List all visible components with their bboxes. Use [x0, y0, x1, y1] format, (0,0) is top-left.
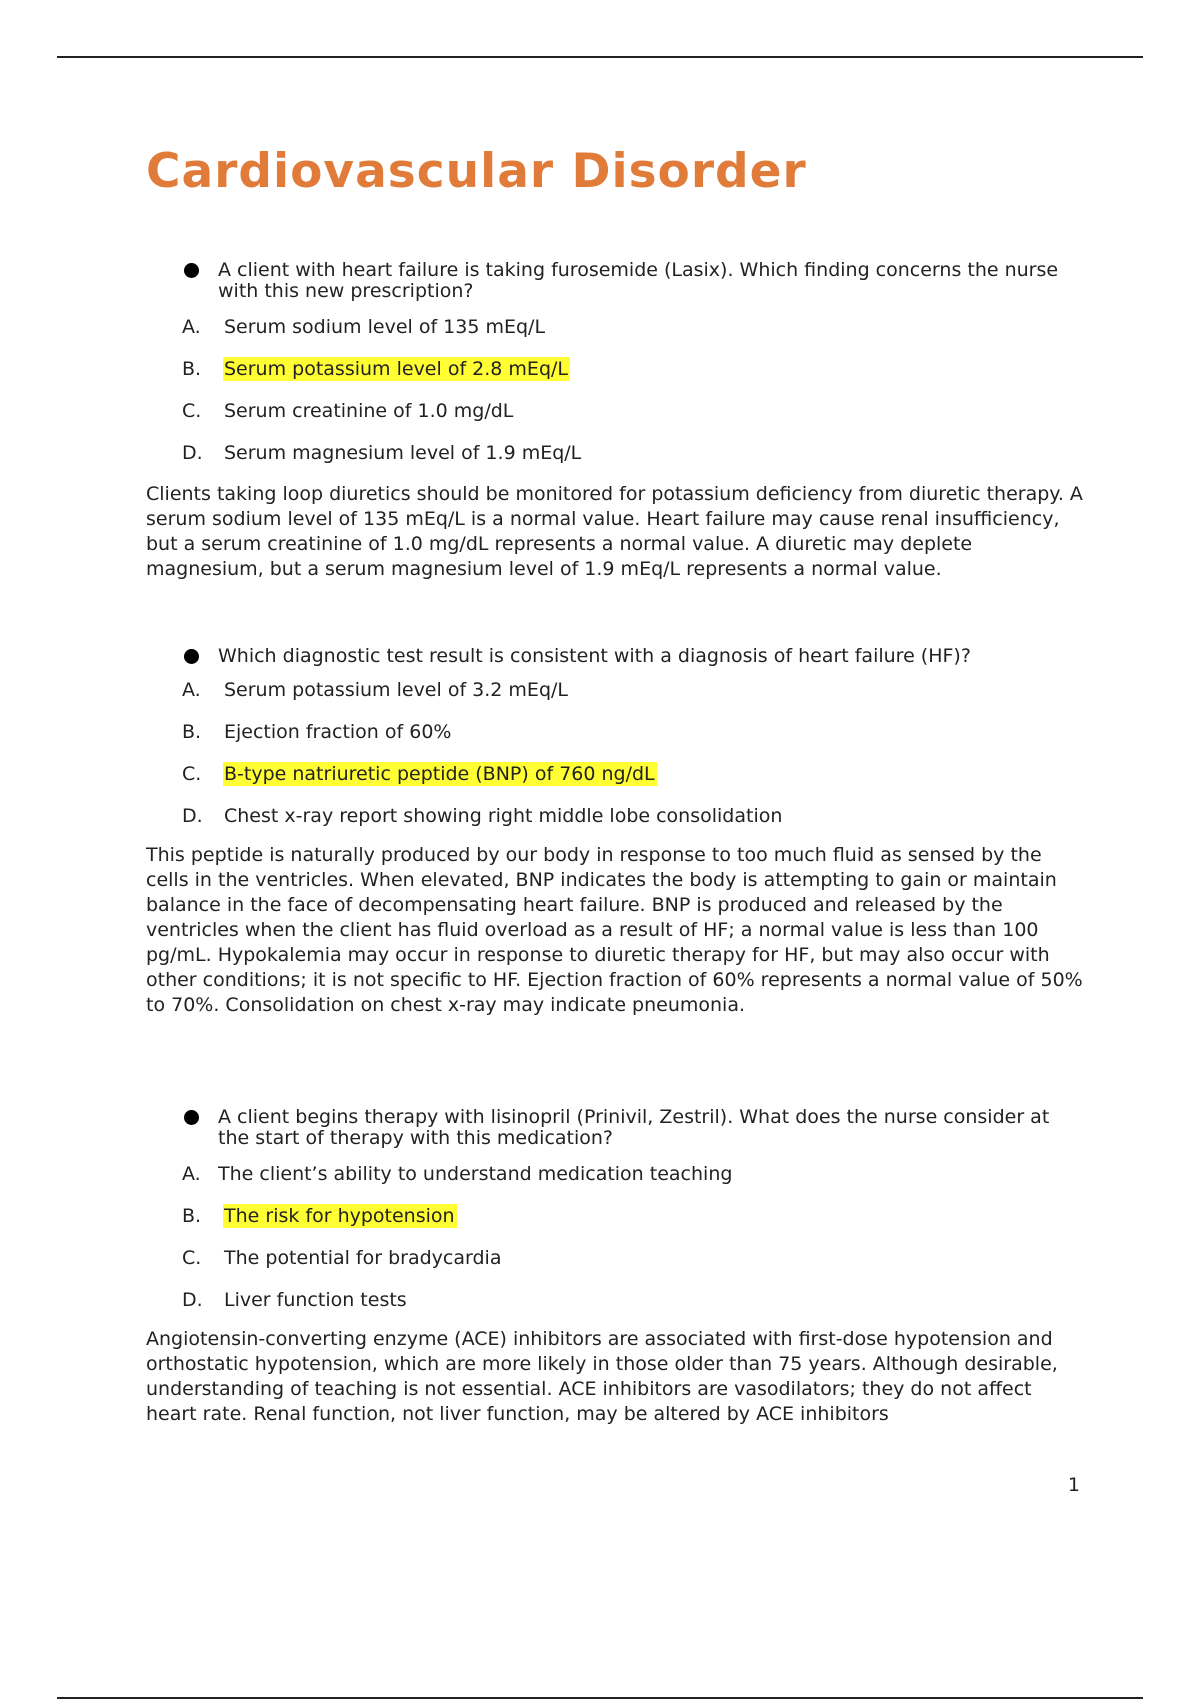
question-stem	[146, 260, 1086, 302]
option-letter: C.	[182, 1247, 202, 1269]
option-letter: C.	[182, 400, 202, 422]
answer-option-b	[146, 348, 1086, 390]
question-stem-text: A client with heart failure is taking furosemide (Lasix). Which finding concerns the nurse with this new prescription?	[218, 259, 1059, 302]
option-text: Serum magnesium level of 1.9 mEq/L	[224, 442, 582, 464]
bullet-icon	[184, 1110, 199, 1125]
option-letter: C.	[182, 763, 202, 785]
question-stem	[146, 646, 1086, 667]
answer-option-a	[146, 669, 1086, 711]
page-number: 1	[1067, 1474, 1080, 1496]
bullet-icon	[184, 263, 199, 278]
answer-option-c	[146, 753, 1086, 795]
option-letter: B.	[182, 1205, 202, 1227]
option-text: Serum potassium level of 3.2 mEq/L	[224, 679, 568, 701]
option-letter: B.	[182, 358, 202, 380]
option-letter: A.	[182, 316, 201, 338]
option-letter: A.	[182, 679, 201, 701]
answer-option-b	[146, 1195, 1086, 1237]
option-text: Chest x-ray report showing right middle lobe consolidation	[224, 805, 783, 827]
question-stem-text: Which diagnostic test result is consistent with a diagnosis of heart failure (HF)?	[218, 645, 971, 667]
answer-option-a	[146, 1153, 1086, 1195]
option-text: Liver function tests	[224, 1289, 407, 1311]
answer-option-d	[146, 1279, 1086, 1321]
option-letter: D.	[182, 805, 203, 827]
option-text: The potential for bradycardia	[224, 1247, 502, 1269]
answer-option-c	[146, 390, 1086, 432]
option-text-highlighted: B-type natriuretic peptide (BNP) of 760 ng/dL	[224, 763, 655, 785]
option-text: Serum sodium level of 135 mEq/L	[224, 316, 546, 338]
answer-rationale: Clients taking loop diuretics should be monitored for potassium deficiency from diuretic therapy. A serum sodium level of 135 mEq/L is a normal value. Heart failure may cause renal insufficiency, but a serum creatinine of 1.0 mg/dL represents a normal value. A diuretic may deplete magnesium, but a serum magnesium level of 1.9 mEq/L represents a normal value.	[146, 483, 1083, 580]
answer-option-a	[146, 306, 1086, 348]
question-3	[146, 1107, 1086, 1427]
answer-option-c	[146, 1237, 1086, 1279]
option-letter: B.	[182, 721, 202, 743]
answer-rationale: Angiotensin-converting enzyme (ACE) inhibitors are associated with first-dose hypotension and orthostatic hypotension, which are more likely in those older than 75 years. Although desirable, understanding of teaching is not essential. ACE inhibitors are vasodilators; they do not affect heart rate. Renal function, not liver function, may be altered by ACE inhibitors	[146, 1328, 1058, 1425]
option-text: Serum creatinine of 1.0 mg/dL	[224, 400, 514, 422]
bottom-rule	[57, 1697, 1143, 1699]
answer-option-b	[146, 711, 1086, 753]
question-2	[146, 646, 1086, 1018]
page-title: Cardiovascular Disorder	[146, 144, 807, 199]
option-letter: D.	[182, 442, 203, 464]
question-stem-text: A client begins therapy with lisinopril (Prinivil, Zestril). What does the nurse consider at the start of therapy with this medication?	[218, 1106, 1050, 1149]
option-text: Ejection fraction of 60%	[224, 721, 452, 743]
option-text-highlighted: The risk for hypotension	[224, 1205, 455, 1227]
answer-option-d	[146, 795, 1086, 837]
bullet-icon	[184, 649, 199, 664]
option-text-highlighted: Serum potassium level of 2.8 mEq/L	[224, 358, 568, 380]
top-rule	[57, 56, 1143, 58]
question-stem	[146, 1107, 1086, 1149]
option-letter: A.	[182, 1163, 201, 1185]
question-1	[146, 260, 1086, 582]
answer-rationale: This peptide is naturally produced by our body in response to too much fluid as sensed by the cells in the ventricles. When elevated, BNP indicates the body is attempting to gain or maintain balance in the face of decompensating heart failure. BNP is produced and released by the ventricles when the client has fluid overload as a result of HF; a normal value is less than 100 pg/mL. Hypokalemia may occur in response to diuretic therapy for HF, but may also occur with other conditions; it is not specific to HF. Ejection fraction of 60% represents a normal value of 50% to 70%. Consolidation on chest x-ray may indicate pneumonia.	[146, 844, 1083, 1016]
answer-option-d	[146, 432, 1086, 474]
option-text: The client’s ability to understand medication teaching	[218, 1163, 733, 1185]
option-letter: D.	[182, 1289, 203, 1311]
